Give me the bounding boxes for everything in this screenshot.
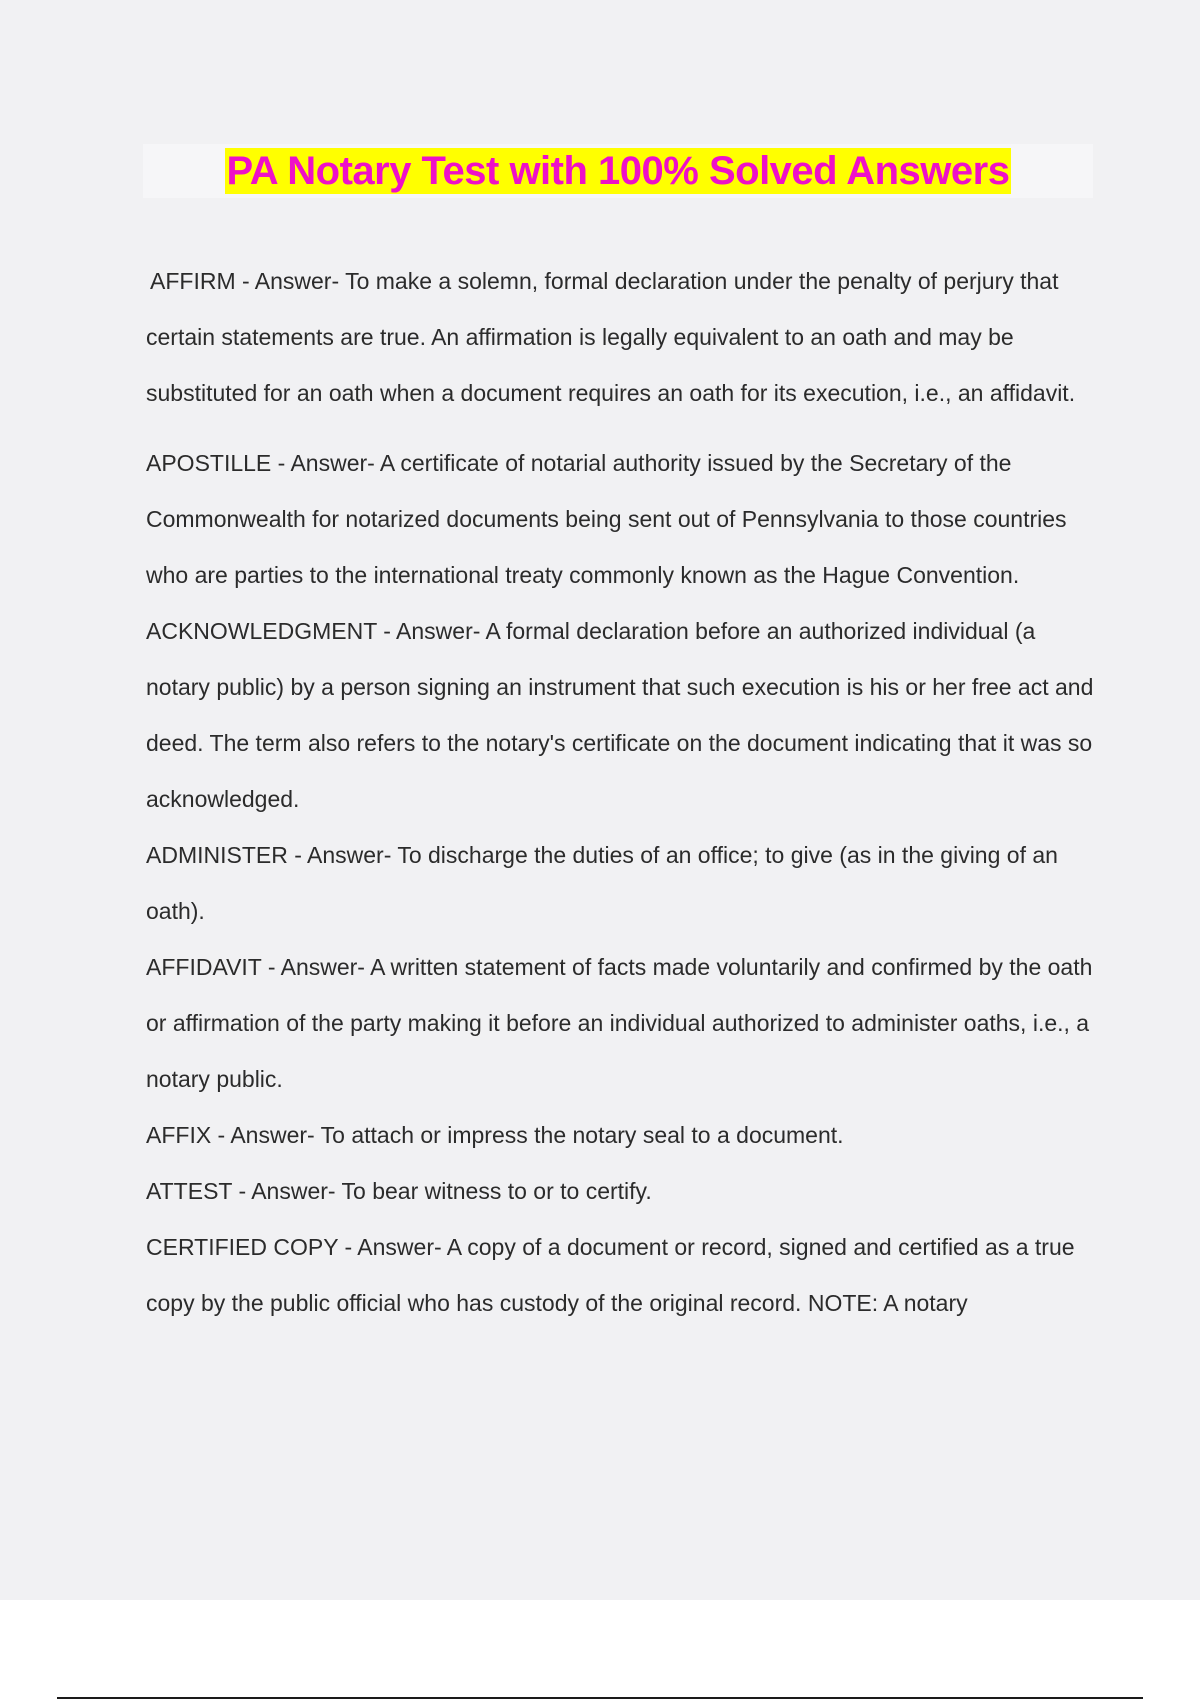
entry-affix: AFFIX - Answer- To attach or impress the notary seal to a document. xyxy=(146,1122,844,1148)
entry-administer: ADMINISTER - Answer- To discharge the duties of an office; to give (as in the giving of an oath). xyxy=(146,842,1058,924)
page-title: PA Notary Test with 100% Solved Answers xyxy=(226,149,1010,193)
footer-divider xyxy=(57,1697,1143,1699)
entry-affidavit: AFFIDAVIT - Answer- A written statement of facts made voluntarily and confirmed by the oath or affirmation of the party making it before an individual authorized to administer oaths, i.e., a notary public. xyxy=(146,954,1093,1092)
entry-apostille: APOSTILLE - Answer- A certificate of notarial authority issued by the Secretary of the Commonwealth for notarized documents being sent out of Pennsylvania to those countries who are parties to the international treaty commonly known as the Hague Convention. xyxy=(146,450,1067,588)
document-body xyxy=(146,253,1096,1331)
entry-acknowledgment: ACKNOWLEDGMENT - Answer- A formal declaration before an authorized individual (a notary public) by a person signing an instrument that such execution is his or her free act and deed. The term also refers to the notary's certificate on the document indicating that it was so acknowledged. xyxy=(146,618,1094,812)
title-band xyxy=(143,144,1093,198)
entry-affirm: AFFIRM - Answer- To make a solemn, formal declaration under the penalty of perjury that certain statements are true. An affirmation is legally equivalent to an oath and may be substituted for an oath when a document requires an oath for its execution, i.e., an affidavit. xyxy=(146,268,1076,406)
entry-certified-copy: CERTIFIED COPY - Answer- A copy of a document or record, signed and certified as a true copy by the public official who has custody of the original record. NOTE: A notary xyxy=(146,1234,1075,1316)
entry-attest: ATTEST - Answer- To bear witness to or to certify. xyxy=(146,1178,652,1204)
